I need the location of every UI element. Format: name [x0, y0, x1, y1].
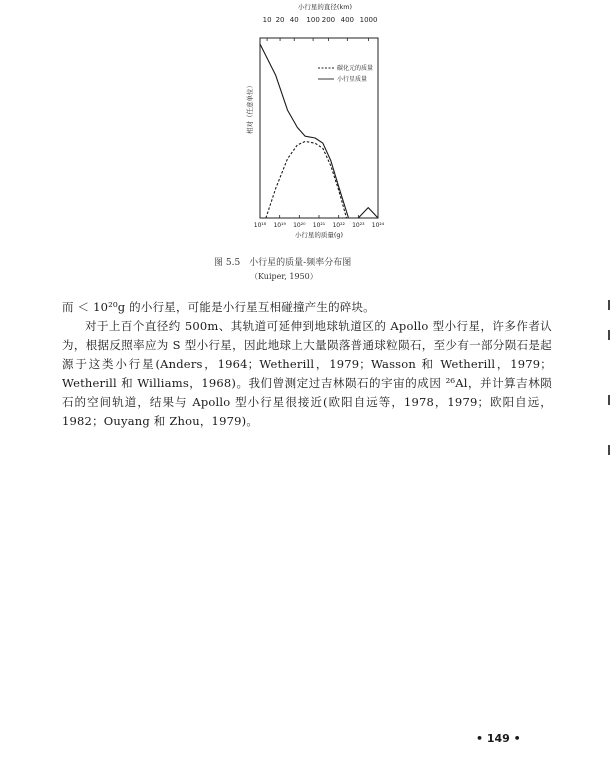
scan-edge-mark — [608, 300, 610, 310]
scan-edge-mark — [608, 330, 610, 340]
caption-title: 图 5.5 小行星的质量-频率分布图 — [214, 258, 352, 268]
mass-frequency-figure — [228, 0, 388, 290]
bottom-tick-label: 10²¹ — [312, 222, 326, 229]
bottom-tick-label: 10¹⁸ — [253, 222, 267, 229]
series-line — [358, 208, 378, 218]
top-tick-label: 100 — [306, 16, 320, 24]
scan-edge-mark — [608, 445, 610, 455]
top-tick-label: 200 — [321, 16, 336, 24]
top-tick-label: 10 — [262, 16, 272, 24]
mass-frequency-chart — [228, 0, 388, 245]
series-line — [260, 44, 349, 218]
bottom-tick-label: 10¹⁹ — [273, 222, 286, 229]
top-tick-label: 1000 — [359, 16, 378, 24]
bottom-axis-title: 小行星的质量(g) — [294, 231, 344, 239]
series-line — [266, 141, 347, 218]
top-tick-label: 20 — [275, 16, 285, 24]
bottom-tick-label: 10²⁰ — [293, 222, 306, 229]
paragraph-2: 对于上百个直径约 500m、其轨道可延伸到地球轨道区的 Apollo 型小行星，许多作者认为，根据反照率应为 S 型小行星，因此地球上大量陨落普通球粒陨石，至少有一部分陨石是起源于这类小行星(Anders，1964；Wetherill，1979；Wasson 和 Wetherill，1979；Wetherill 和 Williams，1968)。我们曾测定过吉林陨石的宇宙的成因 ²⁶Al，并计算吉林陨石的空间轨道，结果与 Apollo 型小行星很接近(欧阳自远等，1978，1979；欧阳自远，1982；Ouyang 和 Zhou，1979)。 — [62, 319, 552, 428]
scan-edge-mark — [608, 395, 610, 405]
top-axis-title: 小行星的直径(km) — [297, 3, 353, 11]
legend-label: 碳化元的质量 — [337, 65, 374, 72]
y-axis-title: 相对（任意单位） — [246, 82, 254, 134]
bottom-tick-label: 10²² — [332, 222, 345, 229]
top-tick-label: 400 — [340, 16, 355, 24]
page-number: • 149 • — [476, 732, 521, 745]
caption-source: （Kuiper, 1950） — [250, 272, 318, 281]
body-text — [62, 298, 552, 431]
legend-label: 小行星质量 — [337, 76, 368, 83]
bottom-tick-label: 10²⁴ — [371, 222, 385, 229]
paragraph-1: 而 ＜ 10²⁰g 的小行星，可能是小行星互相碰撞产生的碎块。 — [62, 300, 375, 314]
top-tick-label: 40 — [289, 16, 299, 24]
figure-caption — [214, 255, 414, 282]
bottom-tick-label: 10²³ — [352, 222, 365, 229]
